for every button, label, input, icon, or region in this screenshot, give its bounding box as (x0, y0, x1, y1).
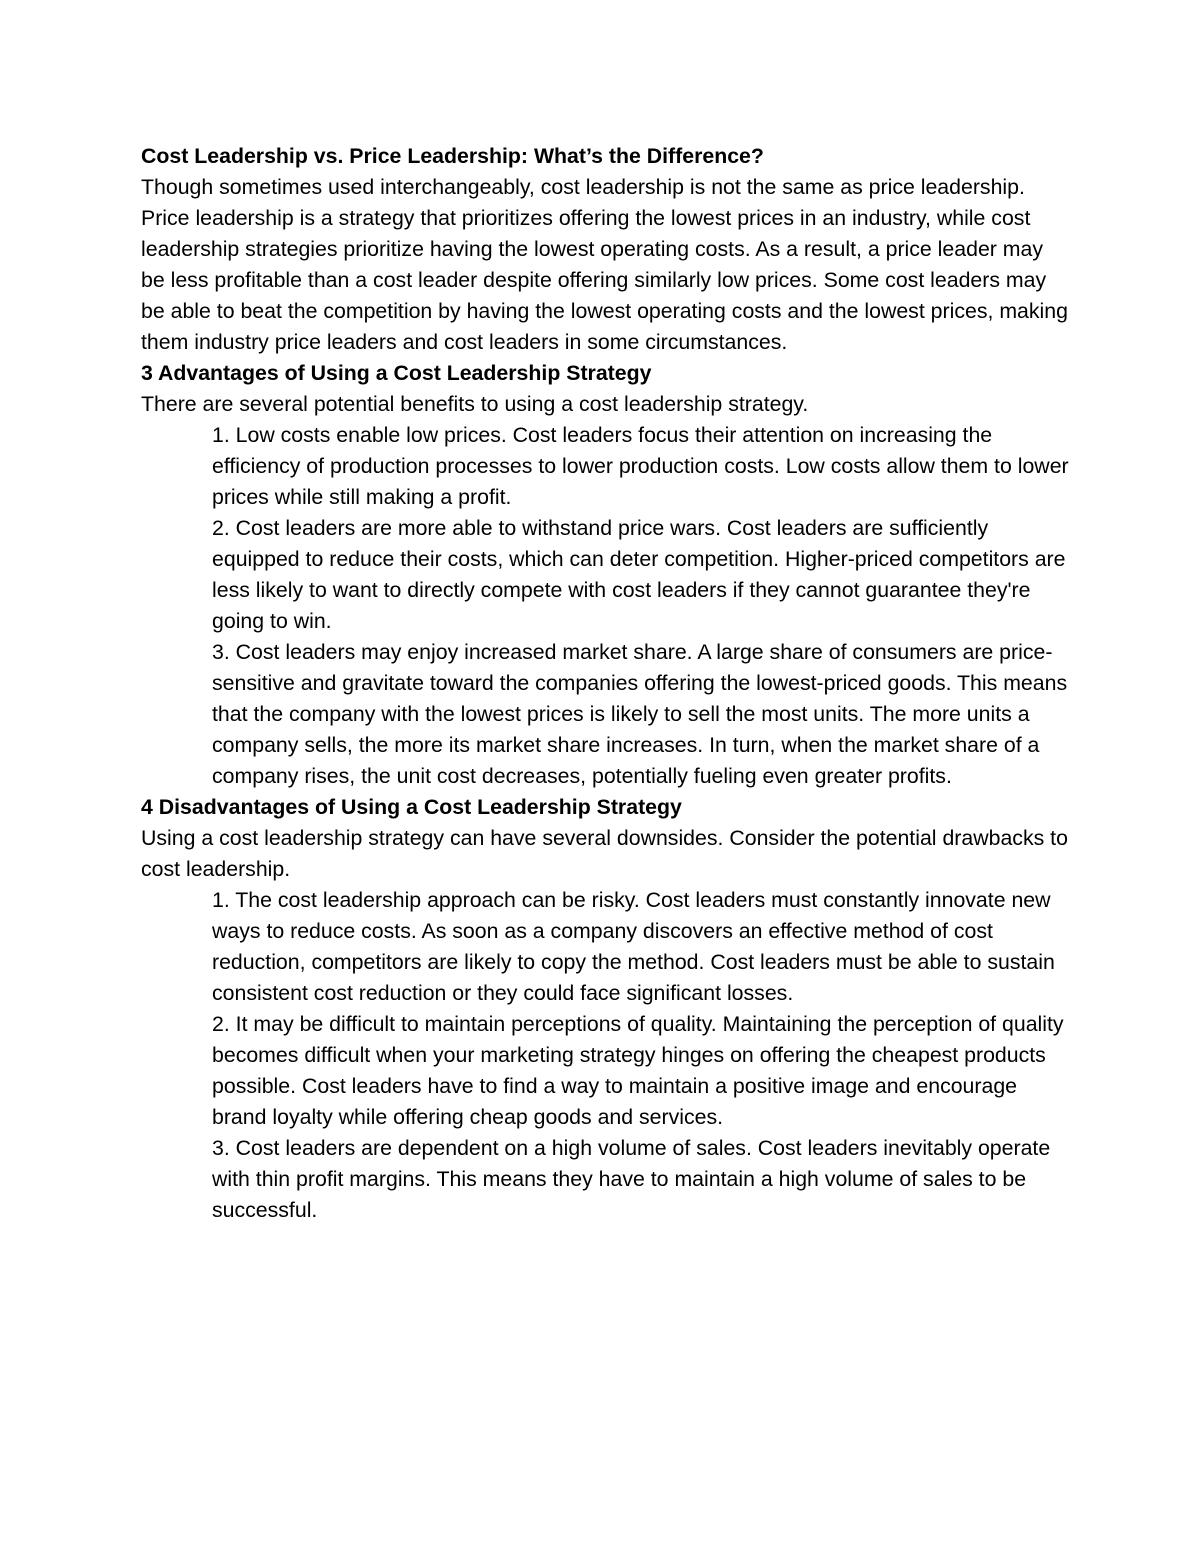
section-heading: Cost Leadership vs. Price Leadership: What’s the Difference? (141, 144, 764, 168)
document-body (141, 141, 1071, 1226)
section-disadvantages (141, 792, 1071, 1226)
advantages-list (141, 420, 1071, 792)
list-item: 2. It may be difficult to maintain perceptions of quality. Maintaining the perception of quality becomes difficult when your marketing strategy hinges on offering the cheapest products possible. Cost leaders have to find a way to maintain a positive image and encourage brand loyalty while offering cheap goods and services. (212, 1012, 1064, 1129)
list-item: 3. Cost leaders may enjoy increased market share. A large share of consumers are price-sensitive and gravitate toward the companies offering the lowest-priced goods. This means that the company with the lowest prices is likely to sell the most units. The more units a company sells, the more its market share increases. In turn, when the market share of a company rises, the unit cost decreases, potentially fueling even greater profits. (212, 640, 1068, 788)
section-advantages (141, 358, 1071, 792)
section-cost-vs-price (141, 141, 1071, 358)
section-paragraph: Using a cost leadership strategy can have several downsides. Consider the potential drawbacks to cost leadership. (141, 826, 1068, 881)
list-item: 1. Low costs enable low prices. Cost leaders focus their attention on increasing the efficiency of production processes to lower production costs. Low costs allow them to lower prices while still making a profit. (212, 423, 1069, 509)
section-paragraph: There are several potential benefits to using a cost leadership strategy. (141, 392, 809, 416)
list-item: 1. The cost leadership approach can be risky. Cost leaders must constantly innovate new ways to reduce costs. As soon as a company discovers an effective method of cost reduction, competitors are likely to copy the method. Cost leaders must be able to sustain consistent cost reduction or they could face significant losses. (212, 888, 1055, 1005)
section-heading: 3 Advantages of Using a Cost Leadership Strategy (141, 361, 652, 385)
section-heading: 4 Disadvantages of Using a Cost Leadership Strategy (141, 795, 682, 819)
section-paragraph: Though sometimes used interchangeably, cost leadership is not the same as price leadership. Price leadership is a strategy that prioritizes offering the lowest prices in an industry, while cost leadership strategies prioritize having the lowest operating costs. As a result, a price leader may be less profitable than a cost leader despite offering similarly low prices. Some cost leaders may be able to beat the competition by having the lowest operating costs and the lowest prices, making them industry price leaders and cost leaders in some circumstances. (141, 175, 1068, 354)
list-item: 3. Cost leaders are dependent on a high volume of sales. Cost leaders inevitably operate with thin profit margins. This means they have to maintain a high volume of sales to be successful. (212, 1136, 1051, 1222)
disadvantages-list (141, 885, 1071, 1226)
list-item: 2. Cost leaders are more able to withstand price wars. Cost leaders are sufficiently equipped to reduce their costs, which can deter competition. Higher-priced competitors are less likely to want to directly compete with cost leaders if they cannot guarantee they're going to win. (212, 516, 1066, 633)
